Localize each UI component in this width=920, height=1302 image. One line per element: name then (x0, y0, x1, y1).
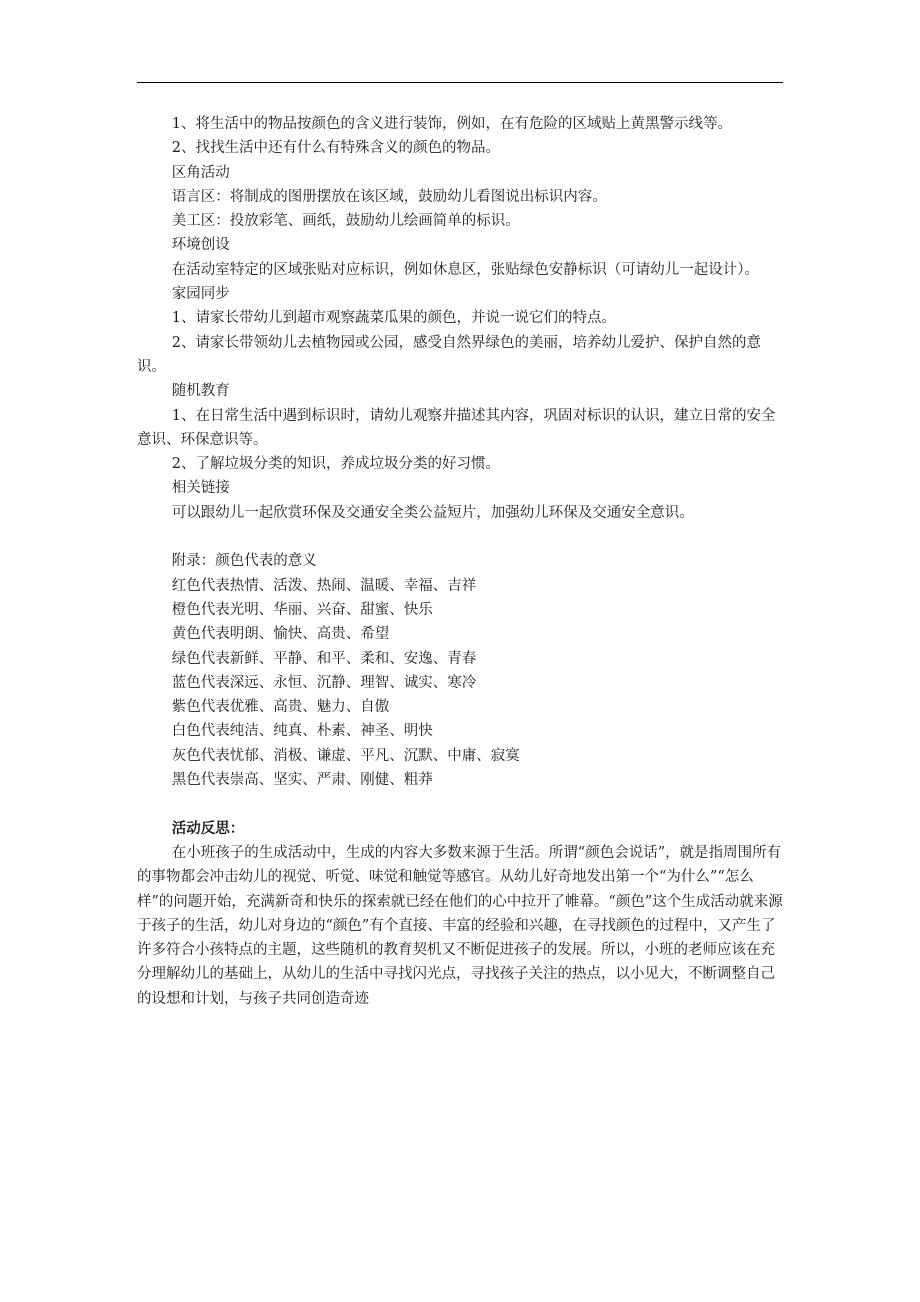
appendix-item-blue: 蓝色代表深远、永恒、沉静、理智、诚实、寒冷 (171, 674, 477, 691)
random-education-item-2: 2、了解垃圾分类的知识，养成垃圾分类的好习惯。 (171, 456, 501, 473)
home-sync-item-2: 2、请家长带领幼儿去植物园或公园，感受自然界绿色的美丽，培养幼儿爱护、保护自然的意识。 (137, 334, 762, 375)
appendix-title: 附录：颜色代表的意义 (171, 553, 317, 570)
home-sync-title: 家园同步 (171, 286, 230, 303)
corner-item-art: 美工区：投放彩笔、画纸，鼓励幼儿绘画简单的标识。 (171, 213, 520, 230)
header-rule (137, 82, 783, 83)
corner-activity-title: 区角活动 (171, 164, 230, 181)
spacer (137, 792, 787, 816)
related-links-title: 相关链接 (171, 480, 230, 497)
appendix-item-red: 红色代表热情、活泼、热闹、温暖、幸福、吉祥 (171, 577, 477, 594)
environment-title: 环境创设 (171, 237, 230, 254)
random-education-item-1: 1、在日常生活中遇到标识时，请幼儿观察并描述其内容，巩固对标识的认识，建立日常的安全意识、环保意识等。 (137, 407, 776, 448)
appendix-item-yellow: 黄色代表明朗、愉快、高贵、希望 (171, 626, 390, 643)
appendix-item-purple: 紫色代表优雅、高贵、魅力、自傲 (171, 699, 390, 716)
reflection-text: 在小班孩子的生成活动中，生成的内容大多数来源于生活。所谓“颜色会说话”，就是指周围所有的事物都会冲击幼儿的视觉、听觉、味觉和触觉等感官。从幼儿好奇地发出第一个“为什么”“怎么样”的问题开始，充满新奇和快乐的探索就已经在他们的心中拉开了帷幕。“颜色”这个生成活动就来源于孩子的生活，幼儿对身边的“颜色”有个直接、丰富的经验和兴趣，在寻找颜色的过程中，又产生了许多符合小孩特点的主题，这些随机的教育契机又不断促进孩子的发展。所以，小班的老师应该在充分理解幼儿的基础上，从幼儿的生活中寻找闪光点，寻找孩子关注的热点，以小见大，不断调整自己的设想和计划，与孩子共同创造奇迹 (137, 844, 783, 1007)
reflection-title: 活动反思： (171, 819, 245, 837)
appendix-item-green: 绿色代表新鲜、平静、和平、柔和、安逸、青春 (171, 650, 477, 667)
spacer (137, 525, 787, 549)
environment-text: 在活动室特定的区域张贴对应标识，例如休息区，张贴绿色安静标识（可请幼儿一起设计）。 (171, 261, 760, 278)
appendix (137, 549, 787, 792)
appendix-item-black: 黑色代表崇高、坚实、严肃、刚健、粗莽 (171, 772, 433, 789)
home-sync-item-1: 1、请家长带幼儿到超市观察蔬菜瓜果的颜色，并说一说它们的特点。 (171, 310, 617, 327)
related-links-text: 可以跟幼儿一起欣赏环保及交通安全类公益短片，加强幼儿环保及交通安全意识。 (171, 504, 694, 521)
appendix-item-white: 白色代表纯洁、纯真、朴素、神圣、明快 (171, 723, 433, 740)
appendix-item-orange: 橙色代表光明、华丽、兴奋、甜蜜、快乐 (171, 601, 433, 618)
random-education-title: 随机教育 (171, 383, 230, 400)
appendix-item-gray: 灰色代表忧郁、消极、谦虚、平凡、沉默、中庸、寂寞 (171, 747, 520, 764)
document-body (137, 112, 787, 1011)
intro-item-2: 2、找找生活中还有什么有特殊含义的颜色的物品。 (171, 140, 501, 157)
intro-item-1: 1、将生活中的物品按颜色的含义进行装饰，例如，在有危险的区域贴上黄黑警示线等。 (171, 116, 733, 132)
corner-item-language: 语言区：将制成的图册摆放在该区域，鼓励幼儿看图说出标识内容。 (171, 188, 607, 205)
